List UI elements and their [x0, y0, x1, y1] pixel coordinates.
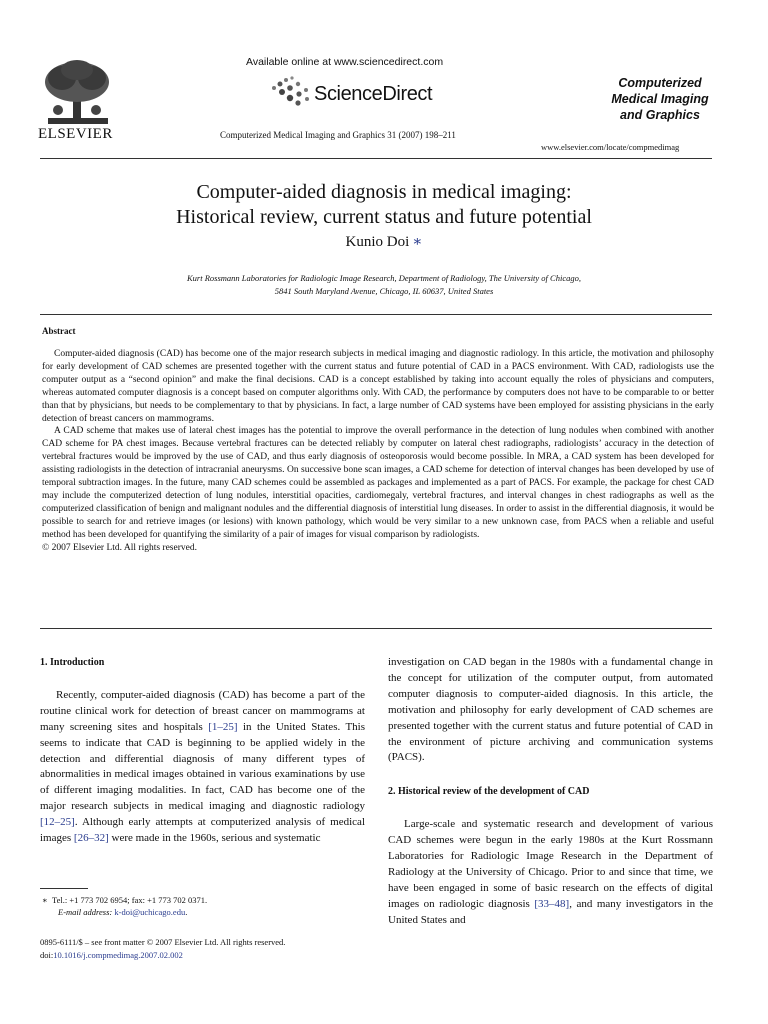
- abstract-paragraph: Computer-aided diagnosis (CAD) has become one of the major research subjects in medical imaging and diagnostic radiology. In this article, the motivation and philosophy for early development of CAD schemes are presented together with the current status and future potential of CAD in a PACS environment. With CAD, radiologists use the computer output as a “second opinion” and make the final decisions. CAD is a concept established by taking into account equally the roles of physicians and computers, whereas automated computer diagnosis is a concept based on computer algorithms only. With CAD, the performance by computers does not have to be comparable to or better than that by physicians, but needs to be complementary to that by physicians. In fact, a large number of CAD systems have been employed for assisting physicians in the early detection of breast cancers on mammograms.: [42, 349, 714, 424]
- journal-title-line: Computerized: [618, 76, 702, 90]
- doi-line: [40, 949, 285, 962]
- abstract-body: [42, 348, 714, 555]
- author-line: [40, 232, 728, 251]
- title-line-1: Computer-aided diagnosis in medical imaging:: [196, 181, 572, 203]
- sciencedirect-dots-icon: [268, 74, 312, 108]
- corresponding-author-mark[interactable]: ∗: [412, 234, 423, 250]
- journal-citation: Computerized Medical Imaging and Graphics 31 (2007) 198–211: [220, 130, 456, 140]
- reference-link[interactable]: [33–48]: [534, 897, 570, 910]
- body-text: in the United States. This seems to indicate that CAD is beginning to be applied widely in the detection and differential diagnosis of many different types of abnormalities in medical images obtained in various examinations by use of different imaging modalities. In fact, CAD has become one of the major research subjects in medical imaging and diagnostic radiology: [40, 720, 365, 813]
- publisher-name: ELSEVIER: [38, 126, 113, 142]
- body-text: , and many investigators in the United States and: [388, 897, 714, 926]
- issn-line: 0895-6111/$ – see front matter © 2007 Elsevier Ltd. All rights reserved.: [40, 937, 286, 947]
- section-heading: 1. Introduction: [40, 657, 105, 668]
- journal-title-line: and Graphics: [620, 108, 700, 122]
- footnote: [42, 894, 207, 918]
- affiliation: [40, 272, 728, 298]
- header-divider: [40, 158, 712, 159]
- body-paragraph: investigation on CAD began in the 1980s with a fundamental change in the concept for utilization of the computer output, from automated computer diagnosis to computer-aided diagnosis. In this article, the motivation and philosophy for early development of CAD schemes are presented together with the current status and future potential of CAD in the environment of picture archiving and communication systems (PACS).: [388, 656, 713, 764]
- journal-url[interactable]: www.elsevier.com/locate/compmedimag: [541, 142, 680, 152]
- email-label: E-mail address:: [58, 907, 113, 917]
- affiliation-line-1: Kurt Rossmann Laboratories for Radiologic Image Research, Department of Radiology, The University of Chicago,: [187, 273, 581, 283]
- body-paragraph: [40, 688, 365, 847]
- reference-link[interactable]: [1–25]: [208, 720, 238, 733]
- affiliation-line-2: 5841 South Maryland Avenue, Chicago, IL 60637, United States: [274, 286, 494, 296]
- footnote-rule: [40, 888, 88, 889]
- body-text: were made in the 1960s, serious and systematic: [111, 832, 321, 845]
- reference-link[interactable]: [26–32]: [73, 832, 109, 845]
- body-text: Large-scale and systematic research and development of various CAD schemes were begun in the early 1980s at the Kurt Rossmann Laboratories for Radiologic Image Research in the Department of Radiology at the University of Chicago. Prior to and since that time, we have been engaged in some of basic research on the effects of digital images on radiologic diagnosis: [388, 818, 713, 910]
- sciencedirect-wordmark: ScienceDirect: [314, 83, 433, 105]
- footnote-email-line: [42, 906, 207, 918]
- footnote-mark: ∗: [42, 895, 48, 905]
- available-online-line[interactable]: Available online at www.sciencedirect.com: [246, 56, 444, 68]
- section-heading: 2. Historical review of the development of CAD: [388, 786, 590, 798]
- right-column: [388, 655, 713, 929]
- doi-link[interactable]: 10.1016/j.compmedimag.2007.02.002: [53, 950, 183, 960]
- body-paragraph: [388, 817, 713, 928]
- email-period: .: [185, 907, 188, 917]
- left-column: [40, 655, 365, 847]
- abstract-heading: Abstract: [42, 326, 76, 336]
- journal-title-block: [604, 75, 716, 123]
- body-text: . Although early attempts at computerized analysis of medical images: [40, 816, 365, 845]
- article-title: [40, 180, 728, 230]
- reference-link[interactable]: [12–25]: [40, 816, 75, 829]
- footnote-tel-line: [42, 894, 207, 906]
- title-line-2: Historical review, current status and future potential: [176, 206, 592, 228]
- abstract-copyright: © 2007 Elsevier Ltd. All rights reserved.: [42, 542, 197, 553]
- abstract-paragraph: A CAD scheme that makes use of lateral chest images has the potential to improve the overall performance in the detection of lung nodules when combined with another CAD scheme for PA chest images. Because vertebral fractures can be detected reliably by computer on lateral chest radiographs, radiologists’ accuracy in the detection of vertebral fractures would be improved by the use of CAD, and thus early diagnosis of osteoporosis would become possible. In MRA, a CAD system has been developed for assisting radiologists in the detection of intracranial aneurysms. On successive bone scan images, a CAD scheme for detection of interval changes has been developed by use of temporal subtraction images. In the future, many CAD schemes could be assembled as packages and implemented as a part of PACS. For example, the package for chest CAD may include the computerized detection of lung nodules, interstitial opacities, cardiomegaly, vertebral fractures, and interval changes in chest radiographs as well as the computerized classification of benign and malignant nodules and the differential diagnosis of interstitial lung diseases. In order to assist in the differential diagnosis, it would be possible to search for and retrieve images (or lesions) with known pathology, which would be very similar to a new unknown case, from PACS when a reliable and useful method has been developed for quantifying the similarity of a pair of images for visual comparison by radiologists.: [42, 426, 714, 540]
- front-matter-info: [40, 936, 285, 962]
- abstract-bottom-divider: [40, 628, 712, 629]
- body-text: Recently, computer-aided diagnosis (CAD) has become a part of the routine clinical work for detection of breast cancer on mammograms at many screening sites and hospitals: [40, 688, 365, 733]
- footnote-tel: Tel.: +1 773 702 6954; fax: +1 773 702 0371.: [52, 895, 208, 905]
- journal-title-line: Medical Imaging: [611, 92, 709, 106]
- abstract-top-divider: [40, 314, 712, 315]
- doi-label: doi:: [40, 950, 54, 960]
- email-link[interactable]: k-doi@uchicago.edu: [114, 907, 186, 917]
- author-name: Kunio Doi: [345, 234, 410, 250]
